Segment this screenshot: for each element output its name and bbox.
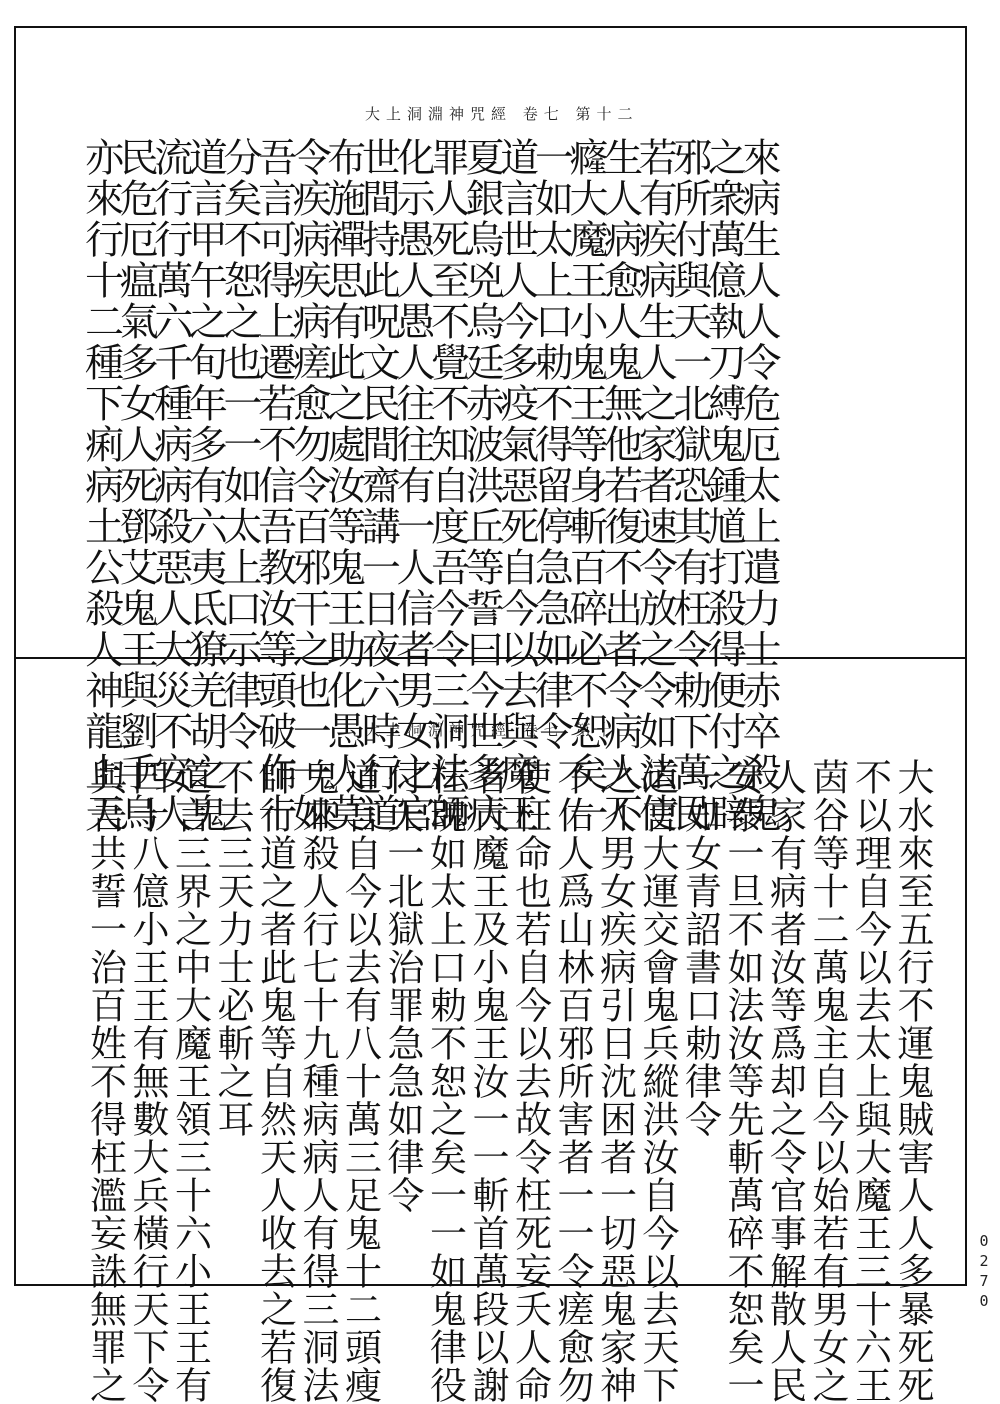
upper-text-column: 之衆萬億執刀縛鬼鍾馗打殺得便付之辟 bbox=[701, 137, 747, 834]
lower-text-column: 師行道之者此鬼等自然天人收去之若復 bbox=[253, 758, 297, 1404]
upper-text-column: 令疾病疾病瘥愈勿令百邪干之也一一如 bbox=[286, 137, 332, 834]
upper-text-column: 一如太上口勅不得留停急急如律令 bbox=[528, 137, 574, 752]
lower-text-column: 不佑人爲山林百邪所害者一一令瘥愈勿 bbox=[551, 758, 594, 1404]
upper-text-column: 道言甲午之旬年多有六夷氐獠羌胡之鬼 bbox=[182, 137, 228, 834]
upper-text-column: 民危厄瘟氣多女人死鄧艾鬼王與劉手烏 bbox=[113, 137, 159, 834]
lower-text-column: 不去三天力士必斬之耳 bbox=[211, 758, 254, 1138]
lower-text-column: 道言三界之中大魔王領三十六小王王有 bbox=[168, 758, 212, 1404]
upper-text-column: 流行行萬六千種病病殺惡人大災不安人 bbox=[147, 137, 193, 834]
lower-text-column: 茵谷等十二萬鬼主自今以始若有男女之 bbox=[806, 758, 849, 1404]
lower-text-column: 不以理自今以去太上與大魔王三十六王 bbox=[848, 758, 892, 1404]
upper-text-column: 夏銀烏兇烏廷赤波洪丘等誓曰今世多病 bbox=[459, 137, 505, 834]
lower-text-column: 鬼來殺人行七十九種病病人有得三洞法 bbox=[296, 758, 339, 1404]
upper-text-column: 罪人死至不覺不知自度吾今令三洞法師 bbox=[424, 137, 470, 834]
upper-text-column: 分矣不恕之也一一如太上口示律令 bbox=[217, 137, 262, 752]
lower-text-column: 與吾共誓一治百姓不得枉濫妄誅無罪之 bbox=[83, 758, 127, 1404]
lower-text-column: 使枉命也若自今以去故令枉死妄夭人命 bbox=[508, 758, 552, 1404]
upper-text-column: 邪所付與天一北獄恐其有枉令勅下萬民 bbox=[666, 137, 712, 834]
lower-text-column: 安泰一旦不如法汝等先斬萬碎不恕矣一 bbox=[721, 758, 764, 1404]
upper-text-column: 吾言可得上遷若不信吾教汝等頭破作十 bbox=[251, 137, 297, 834]
upper-text-column: 布施禪思有此之處汝等鬼王助化愚人莫 bbox=[320, 137, 366, 834]
page-number: 0270 bbox=[975, 1232, 993, 1312]
lower-text-column: 道言自今以去有八十萬三足鬼十二頭瘦 bbox=[338, 758, 382, 1404]
upper-page-header: 大上洞淵神咒經 卷七 第十二 bbox=[365, 105, 639, 123]
lower-text-column: 四十八億小王王有無數大兵橫行天下令 bbox=[126, 758, 169, 1404]
upper-text-column: 來病生人人令危厄太上遣力士赤卒殺鬼 bbox=[736, 137, 781, 834]
upper-text-column: 癃大魔王小鬼王等身斬百碎必不恕矣一 bbox=[563, 137, 608, 834]
upper-text-column: 亦來行十二種下痢病土公殺人神龍上天 bbox=[78, 137, 124, 834]
upper-text-column: 道言世人今多疫氣惡死自今以去與魔王 bbox=[493, 137, 539, 834]
upper-text-column: 世間持此呪文民間齋講一日夜六時行道 bbox=[355, 137, 401, 834]
lower-text-column: 大水來至五行不運鬼賊害人人多暴死死 bbox=[891, 758, 934, 1404]
lower-text-column: 付天一北獄治罪急急如律令 bbox=[381, 758, 424, 1214]
lower-text-column: 人家有病者汝等爲却之令官事解散人民 bbox=[763, 758, 807, 1404]
lower-text-column: 之人男女疾病引日沈困者一切惡鬼家神 bbox=[593, 758, 637, 1404]
lower-text-column: 者大魔王及小鬼王汝一一斬首萬段以謝 bbox=[466, 758, 509, 1404]
lower-text-column: 道言大運交會鬼兵縱洪汝自今以去天下 bbox=[636, 758, 679, 1404]
upper-text-column: 化示愚人愚人往往有一人信者男女之官 bbox=[390, 137, 435, 834]
upper-text-column: 生人病愈人鬼無他若復不出者令病人不 bbox=[597, 137, 643, 834]
lower-text-column: 枉魂如太上口勅不恕之矣一一如鬼律役 bbox=[423, 758, 467, 1404]
lower-page-header: 大上洞淵神咒經 卷七 第十三 bbox=[365, 721, 639, 739]
lower-text-column: 一如女青詔書口勅律令 bbox=[678, 758, 722, 1138]
upper-text-column: 若有疾病生人之家者速令放之令如法使 bbox=[632, 137, 678, 834]
